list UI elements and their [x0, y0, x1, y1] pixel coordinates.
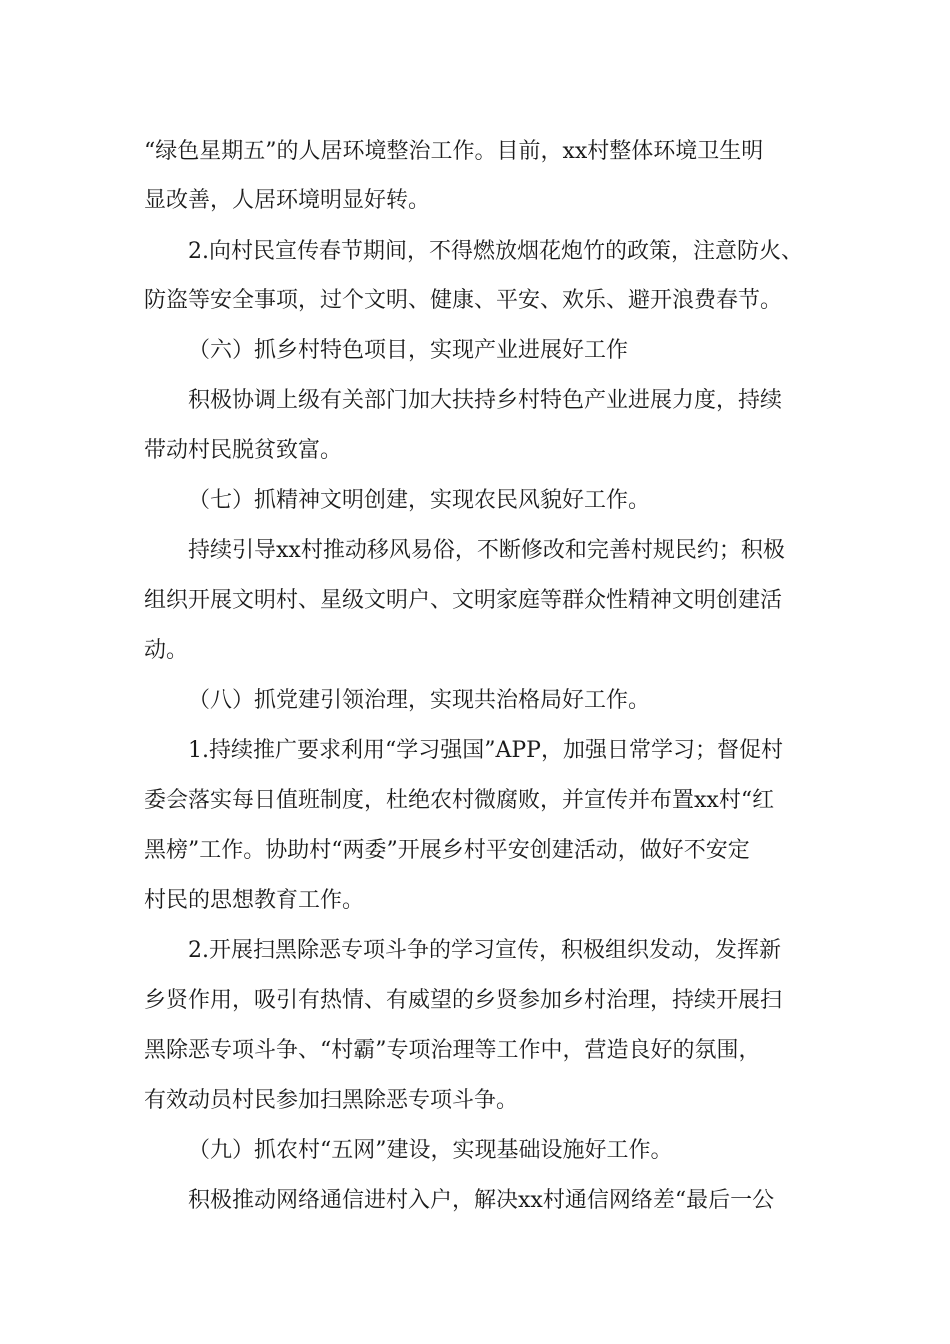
- section-heading: （八）抓党建引领治理，实现共治格局好工作。: [188, 688, 651, 713]
- section-heading: （六）抓乡村特色项目，实现产业进展好工作: [188, 338, 629, 363]
- text-line: “绿色星期五”的人居环境整治工作。目前，xx村整体环境卫生明: [144, 139, 764, 164]
- text-line: 1.持续推广要求利用“学习强国”APP，加强日常学习；督促村: [188, 738, 783, 763]
- text-line: 防盗等安全事项，过个文明、健康、平安、欢乐、避开浪费春节。: [144, 288, 783, 313]
- section-heading: （九）抓农村“五网”建设，实现基础设施好工作。: [188, 1138, 673, 1163]
- section-heading: （七）抓精神文明创建，实现农民风貌好工作。: [188, 488, 651, 513]
- text-line: 积极协调上级有关部门加大扶持乡村特色产业进展力度，持续: [188, 388, 783, 413]
- text-line: 有效动员村民参加扫黑除恶专项斗争。: [144, 1088, 519, 1113]
- text-line: 委会落实每日值班制度，杜绝农村微腐败，并宣传并布置xx村“红: [144, 788, 775, 813]
- text-line: 带动村民脱贫致富。: [144, 438, 343, 463]
- text-line: 黑榜”工作。协助村“两委”开展乡村平安创建活动，做好不安定: [144, 838, 750, 863]
- text-line: 2.开展扫黑除恶专项斗争的学习宣传，积极组织发动，发挥新: [188, 938, 781, 963]
- text-line: 村民的思想教育工作。: [144, 888, 365, 913]
- text-line: 显改善，人居环境明显好转。: [144, 188, 431, 213]
- text-line: 黑除恶专项斗争、“村霸”专项治理等工作中，营造良好的氛围，: [144, 1038, 761, 1063]
- text-line: 动。: [144, 638, 189, 663]
- text-line: 乡贤作用，吸引有热情、有威望的乡贤参加乡村治理，持续开展扫: [144, 988, 783, 1013]
- text-line: 持续引导xx村推动移风易俗，不断修改和完善村规民约；积极: [188, 538, 785, 563]
- text-line: 组织开展文明村、星级文明户、文明家庭等群众性精神文明创建活: [144, 588, 783, 613]
- text-line: 2.向村民宣传春节期间，不得燃放烟花炮竹的政策，注意防火、: [188, 239, 803, 264]
- text-line: 积极推动网络通信进村入户，解决xx村通信网络差“最后一公: [188, 1188, 775, 1213]
